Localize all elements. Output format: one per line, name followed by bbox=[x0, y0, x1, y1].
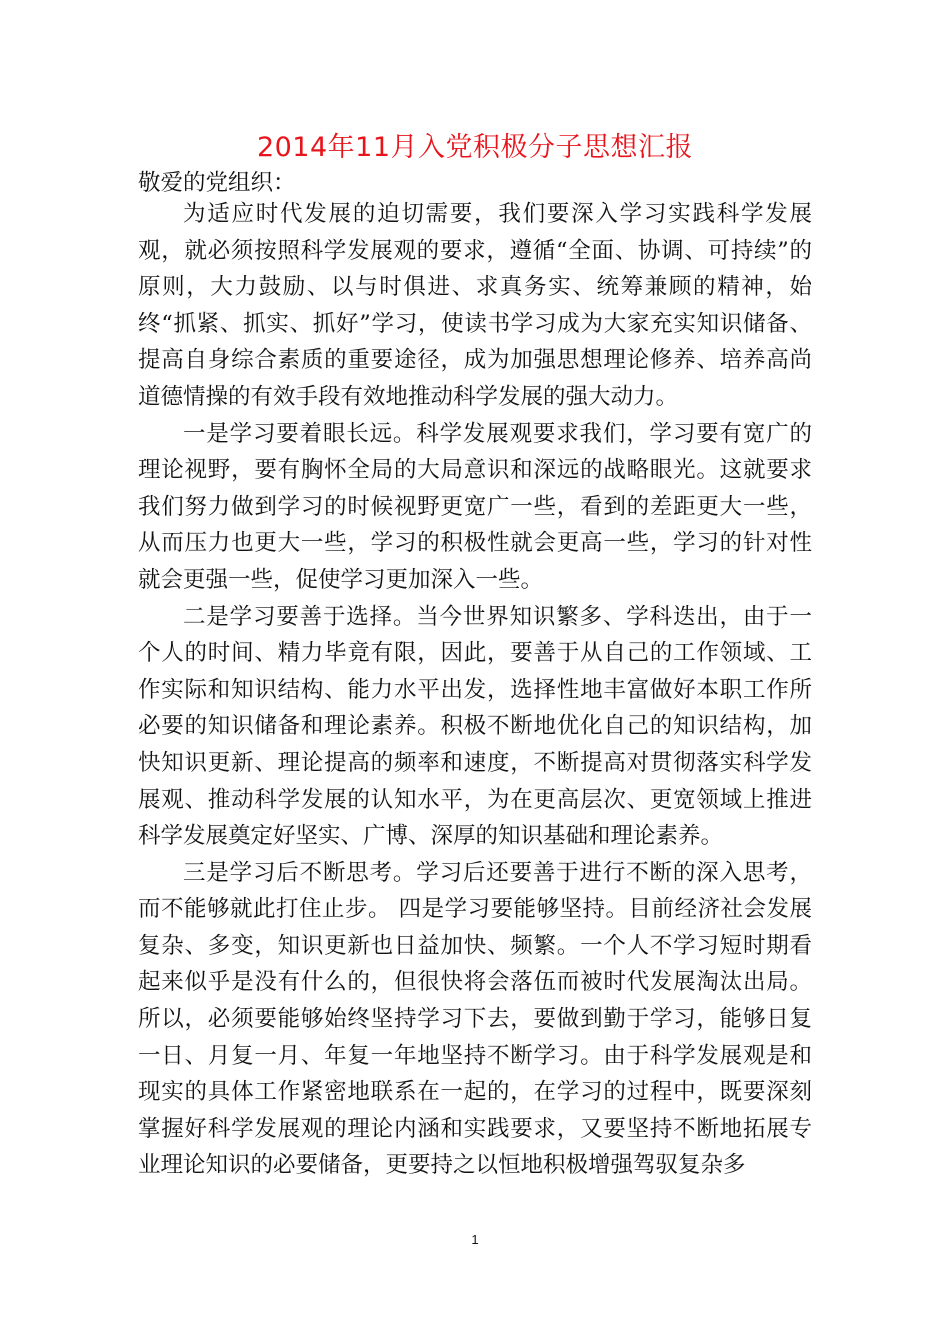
paragraph-intro: 为适应时代发展的迫切需要，我们要深入学习实践科学发展观，就必须按照科学发展观的要求，遵循“全面、协调、可持续”的原则，大力鼓励、以与时俱进、求真务实、统筹兼顾的精神，始终“抓紧、抓实、抓好”学习，使读书学习成为大家充实知识储备、提高自身综合素质的重要途径，成为加强思想理论修养、培养高尚道德情操的有效手段有效地推动科学发展的强大动力。 bbox=[138, 201, 812, 410]
page-number: 1 bbox=[471, 1232, 479, 1247]
document-title: 2014年11月入党积极分子思想汇报 bbox=[256, 132, 694, 163]
document-body bbox=[138, 196, 812, 1184]
salutation: 敬爱的党组织： bbox=[138, 170, 296, 196]
paragraph-point-two: 二是学习要善于选择。当今世界知识繁多、学科迭出，由于一个人的时间、精力毕竟有限，因此，要善于从自己的工作领域、工作实际和知识结构、能力水平出发，选择性地丰富做好本职工作所必要的知识储备和理论素养。积极不断地优化自己的知识结构，加快知识更新、理论提高的频率和速度，不断提高对贯彻落实科学发展观、推动科学发展的认知水平，为在更高层次、更宽领域上推进科学发展奠定好坚实、广博、深厚的知识基础和理论素养。 bbox=[138, 603, 812, 850]
paragraph-point-three-four: 三是学习后不断思考。学习后还要善于进行不断的深入思考，而不能够就此打住止步。 四是学习要能够坚持。目前经济社会发展复杂、多变，知识更新也日益加快、频繁。一个人不学习短时期看起来似乎是没有什么的，但很快将会落伍而被时代发展淘汰出局。所以，必须要能够始终坚持学习下去，要做到勤于学习，能够日复一日、月复一月、年复一年地坚持不断学习。由于科学发展观是和现实的具体工作紧密地联系在一起的，在学习的过程中，既要深刻掌握好科学发展观的理论内涵和实践要求，又要坚持不断地拓展专业理论知识的必要储备，更要持之以恒地积极增强驾驭复杂多 bbox=[138, 859, 812, 1179]
paragraph-point-one: 一是学习要着眼长远。科学发展观要求我们，学习要有宽广的理论视野，要有胸怀全局的大局意识和深远的战略眼光。这就要求我们努力做到学习的时候视野更宽广一些，看到的差距更大一些，从而压力也更大一些，学习的积极性就会更高一些，学习的针对性就会更强一些，促使学习更加深入一些。 bbox=[138, 420, 812, 593]
